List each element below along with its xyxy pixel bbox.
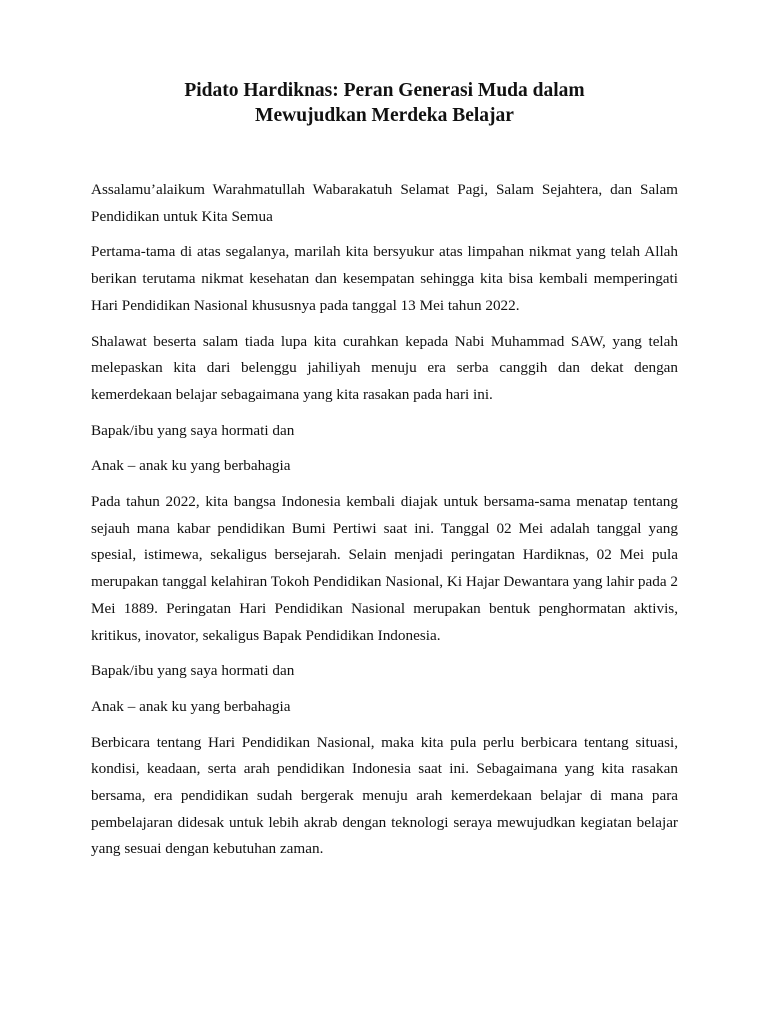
document-title	[91, 78, 678, 128]
paragraph-shalawat: Shalawat beserta salam tiada lupa kita curahkan kepada Nabi Muhammad SAW, yang telah melepaskan kita dari belenggu jahiliyah menuju era serba canggih dan dekat dengan kemerdekaan belajar sebagaimana yang kita rasakan pada hari ini.	[91, 332, 678, 403]
title-line-1: Pidato Hardiknas: Peran Generasi Muda dalam	[184, 80, 585, 101]
paragraph-gratitude: Pertama-tama di atas segalanya, marilah kita bersyukur atas limpahan nikmat yang telah Allah berikan terutama nikmat kesehatan dan kesempatan sehingga kita bisa kembali memperingati Hari Pendidikan Nasional khususnya pada tanggal 13 Mei tahun 2022.	[91, 243, 678, 314]
paragraph-hardiknas: Pada tahun 2022, kita bangsa Indonesia kembali diajak untuk bersama-sama menatap tentang sejauh mana kabar pendidikan Bumi Pertiwi saat ini. Tanggal 02 Mei adalah tanggal yang spesial, istimewa, sekaligus bersejarah. Selain menjadi peringatan Hardiknas, 02 Mei pula merupakan tanggal kelahiran Tokoh Pendidikan Nasional, Ki Hajar Dewantara yang lahir pada 2 Mei 1889. Peringatan Hari Pendidikan Nasional merupakan bentuk penghormatan aktivis, kritikus, inovator, sekaligus Bapak Pendidikan Indonesia.	[91, 493, 678, 644]
paragraph-education-direction: Berbicara tentang Hari Pendidikan Nasional, maka kita pula perlu berbicara tentang situasi, kondisi, keadaan, serta arah pendidikan Indonesia saat ini. Sebagaimana yang kita rasakan bersama, era pendidikan sudah bergerak menuju arah kemerdekaan belajar di mana para pembelajaran didesak untuk lebih akrab dengan teknologi seraya mewujudkan kegiatan belajar yang sesuai dengan kebutuhan zaman.	[91, 733, 678, 858]
paragraph-address-teachers-2: Bapak/ibu yang saya hormati dan	[91, 662, 295, 680]
paragraph-address-students-2: Anak – anak ku yang berbahagia	[91, 697, 291, 715]
paragraph-address-students: Anak – anak ku yang berbahagia	[91, 457, 291, 475]
document-body	[91, 177, 678, 863]
paragraph-address-teachers: Bapak/ibu yang saya hormati dan	[91, 421, 295, 439]
paragraph-greeting: Assalamu’alaikum Warahmatullah Wabarakatuh Selamat Pagi, Salam Sejahtera, dan Salam Pendidikan untuk Kita Semua	[91, 181, 678, 225]
title-line-2: Mewujudkan Merdeka Belajar	[255, 105, 514, 126]
document-page	[91, 78, 678, 872]
